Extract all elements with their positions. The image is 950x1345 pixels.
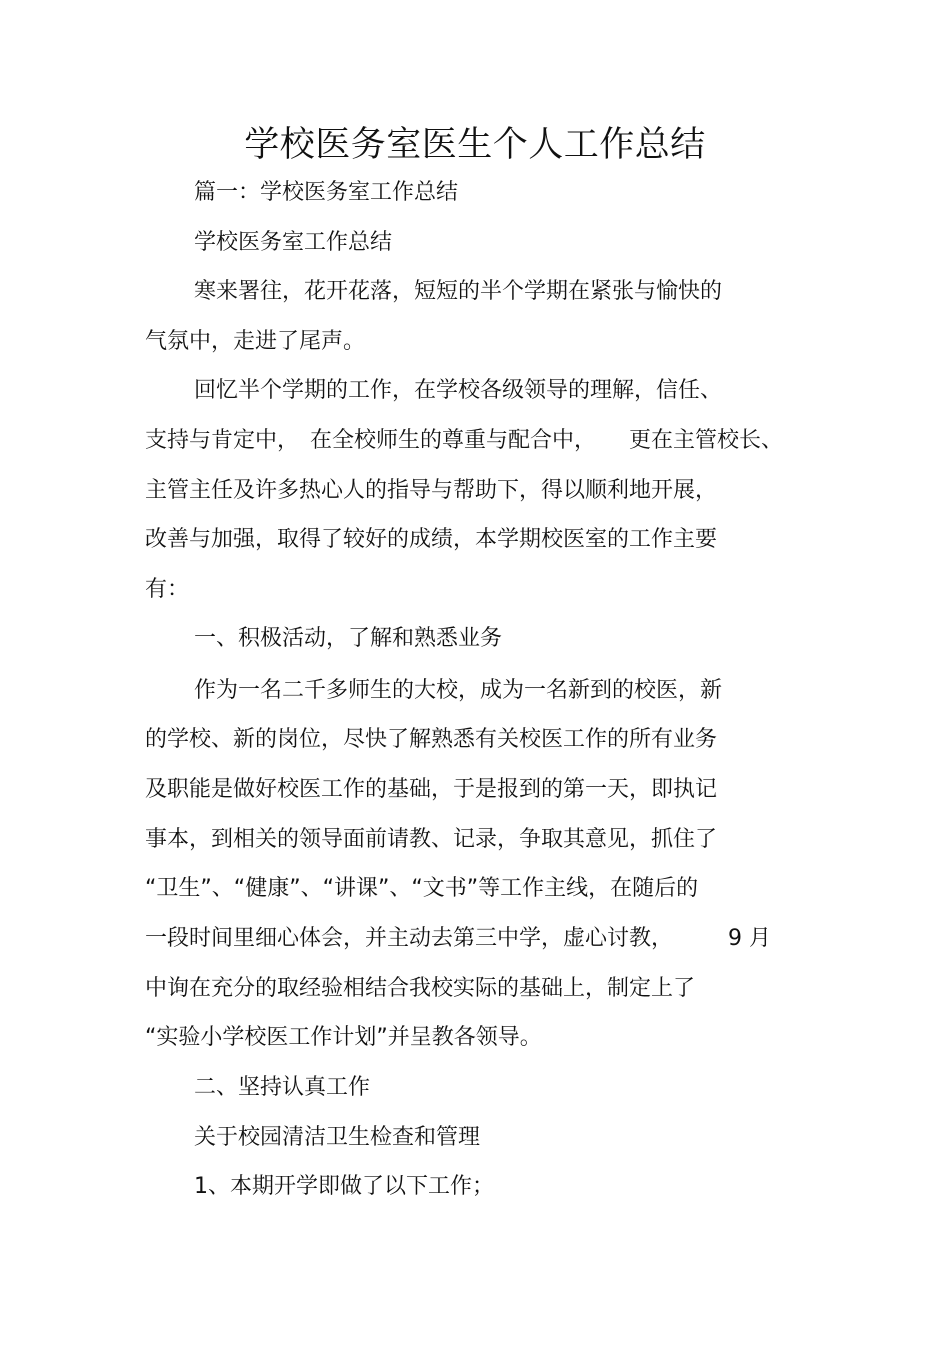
paragraph-line: 主管主任及许多热心人的指导与帮助下，得以顺利地开展， xyxy=(145,478,718,503)
paragraph-line: 的学校、新的岗位，尽快了解熟悉有关校医工作的所有业务 xyxy=(145,727,718,752)
subheading: 学校医务室工作总结 xyxy=(194,230,393,255)
paragraph-line: 及职能是做好校医工作的基础，于是报到的第一天，即执记 xyxy=(145,777,718,802)
paragraph-line: “卫生”、“健康”、“讲课”、“文书”等工作主线，在随后的 xyxy=(145,876,699,901)
list-item: 1、本期开学即做了以下工作； xyxy=(194,1174,494,1199)
paragraph-line: 事本，到相关的领导面前请教、记录，争取其意见，抓住了 xyxy=(145,827,718,852)
paragraph-line: 有： xyxy=(145,577,190,602)
paragraph-line: 中询在充分的取经验相结合我校实际的基础上，制定上了 xyxy=(145,976,696,1001)
paragraph-line: 作为一名二千多师生的大校，成为一名新到的校医，新 xyxy=(194,678,723,703)
section-heading: 篇一：学校医务室工作总结 xyxy=(194,180,459,205)
subheading: 关于校园清洁卫生检查和管理 xyxy=(194,1125,481,1150)
section-heading: 一、积极活动，了解和熟悉业务 xyxy=(194,626,503,651)
paragraph-line: 一段时间里细心体会，并主动去第三中学，虚心讨教， 9 月 xyxy=(145,926,771,951)
document-title: 学校医务室医生个人工作总结 xyxy=(244,125,706,165)
paragraph-line: 气氛中，走进了尾声。 xyxy=(145,329,366,354)
paragraph-line: 寒来署往，花开花落，短短的半个学期在紧张与愉快的 xyxy=(194,279,723,304)
paragraph-line: 支持与肯定中， 在全校师生的尊重与配合中， 更在主管校长、 xyxy=(145,428,784,453)
paragraph-line: “实验小学校医工作计划”并呈教各领导。 xyxy=(145,1025,542,1050)
paragraph-line: 改善与加强，取得了较好的成绩，本学期校医室的工作主要 xyxy=(145,527,718,552)
section-heading: 二、坚持认真工作 xyxy=(194,1075,371,1100)
paragraph-line: 回忆半个学期的工作，在学校各级领导的理解，信任、 xyxy=(194,378,723,403)
